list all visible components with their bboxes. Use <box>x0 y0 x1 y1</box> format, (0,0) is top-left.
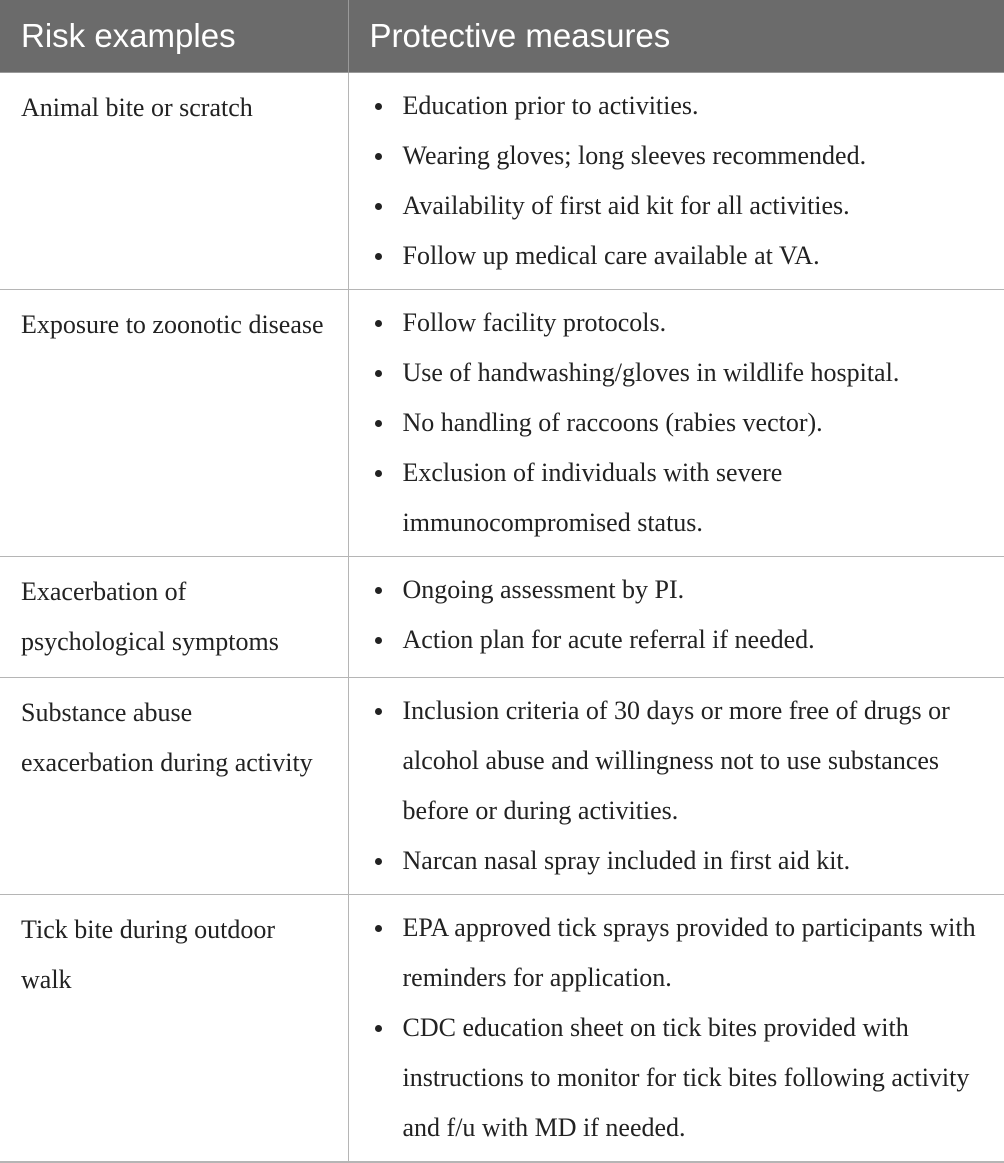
risk-cell: Animal bite or scratch <box>0 73 348 290</box>
measure-item: Inclusion criteria of 30 days or more free of drugs or alcohol abuse and willingness not to use substances before or during activities. <box>371 686 991 836</box>
table-row <box>0 73 1004 290</box>
header-risk-examples: Risk examples <box>0 0 348 73</box>
measure-item: Availability of first aid kit for all activities. <box>371 181 991 231</box>
measure-item: Narcan nasal spray included in first aid kit. <box>371 836 991 886</box>
measures-cell <box>348 290 1004 557</box>
measure-item: Wearing gloves; long sleeves recommended. <box>371 131 991 181</box>
header-protective-measures: Protective measures <box>348 0 1004 73</box>
measures-list <box>371 298 991 548</box>
risk-cell: Exposure to zoonotic disease <box>0 290 348 557</box>
measures-cell <box>348 73 1004 290</box>
measures-list <box>371 81 991 281</box>
measure-item: Ongoing assessment by PI. <box>371 565 991 615</box>
measures-cell <box>348 895 1004 1163</box>
table-row <box>0 557 1004 678</box>
measure-item: Follow up medical care available at VA. <box>371 231 991 281</box>
table-row <box>0 895 1004 1163</box>
header-row <box>0 0 1004 73</box>
measure-item: Action plan for acute referral if needed. <box>371 615 991 665</box>
table-body <box>0 73 1004 1163</box>
measure-item: CDC education sheet on tick bites provided with instructions to monitor for tick bites following activity and f/u with MD if needed. <box>371 1003 991 1153</box>
measures-cell <box>348 557 1004 678</box>
table-header <box>0 0 1004 73</box>
measure-item: Follow facility protocols. <box>371 298 991 348</box>
risk-cell: Tick bite during outdoor walk <box>0 895 348 1163</box>
measures-list <box>371 565 991 665</box>
measure-item: Exclusion of individuals with severe immunocompromised status. <box>371 448 991 548</box>
measure-item: Education prior to activities. <box>371 81 991 131</box>
table-row <box>0 290 1004 557</box>
table-row <box>0 678 1004 895</box>
measure-item: EPA approved tick sprays provided to participants with reminders for application. <box>371 903 991 1003</box>
risk-cell: Substance abuse exacerbation during activity <box>0 678 348 895</box>
measure-item: No handling of raccoons (rabies vector). <box>371 398 991 448</box>
measures-list <box>371 903 991 1153</box>
measures-cell <box>348 678 1004 895</box>
measure-item: Use of handwashing/gloves in wildlife hospital. <box>371 348 991 398</box>
risk-cell: Exacerbation of psychological symptoms <box>0 557 348 678</box>
measures-list <box>371 686 991 886</box>
